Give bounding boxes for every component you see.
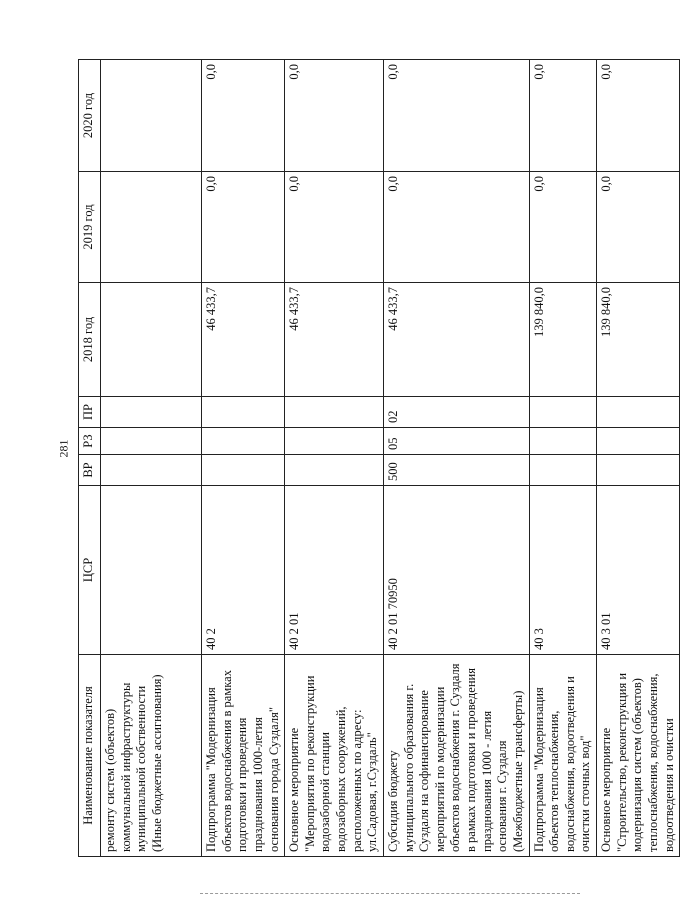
row-vr [529, 455, 597, 486]
row-rz [529, 428, 597, 455]
row-2018: 139 840,0 [529, 283, 597, 397]
row-2019: 0,0 [529, 172, 597, 283]
row-pr [529, 397, 597, 428]
row-2018: 46 433,7 [285, 283, 384, 397]
row-name: Подпрограмма "Модернизация объектов водоснабжения в рамках подготовки и проведения празднования 1000-летия основания города Суздаля" [202, 655, 285, 857]
header-pr: ПР [79, 397, 101, 428]
page-number: 281 [56, 439, 71, 458]
row-vr [285, 455, 384, 486]
header-2019: 2019 год [79, 172, 101, 283]
table-row [383, 60, 529, 857]
header-rz: РЗ [79, 428, 101, 455]
header-vr: ВР [79, 455, 101, 486]
row-2018: 46 433,7 [202, 283, 285, 397]
row-pr [101, 397, 202, 428]
row-2020: 0,0 [597, 60, 680, 172]
row-name: Основное мероприятие "Строительство, реконструкция и модернизация систем (объектов) теплоснабжения, водоснабжения, водоотведения и очистки [597, 655, 680, 857]
row-rz: 05 [383, 428, 529, 455]
row-2018 [101, 283, 202, 397]
row-vr [202, 455, 285, 486]
row-rz [285, 428, 384, 455]
row-2019: 0,0 [383, 172, 529, 283]
row-2019: 0,0 [285, 172, 384, 283]
row-pr [597, 397, 680, 428]
row-vr: 500 [383, 455, 529, 486]
header-csr: ЦСР [79, 486, 101, 655]
row-2019 [101, 172, 202, 283]
row-name: Субсидия бюджету муниципального образования г. Суздаля на софинансирование мероприятий по модернизации объектов водоснабжения г. Суздаля в рамках подготовки и проведения празднования 1000 - летия основания г. Суздаля (Межбюджетные трансферты) [383, 655, 529, 857]
row-pr: 02 [383, 397, 529, 428]
table-row [202, 60, 285, 857]
row-name: ремонту систем (объектов) коммунальной инфраструктуры муниципальной собственности (Иные бюджетные ассигнования) [101, 655, 202, 857]
table-header-row [79, 60, 101, 857]
table-row [101, 60, 202, 857]
row-2020: 0,0 [383, 60, 529, 172]
row-name: Основное мероприятие "Мероприятия по реконструкции водозаборной станции водозаборных сооружений, расположенных по адресу: ул.Садовая, г.Суздаль" [285, 655, 384, 857]
row-csr: 40 3 [529, 486, 597, 655]
row-2019: 0,0 [597, 172, 680, 283]
budget-table [78, 59, 680, 857]
header-2018: 2018 год [79, 283, 101, 397]
row-pr [285, 397, 384, 428]
row-csr: 40 2 01 70950 [383, 486, 529, 655]
row-rz [597, 428, 680, 455]
row-csr: 40 3 01 [597, 486, 680, 655]
row-vr [101, 455, 202, 486]
row-csr [101, 486, 202, 655]
row-2019: 0,0 [202, 172, 285, 283]
row-2018: 46 433,7 [383, 283, 529, 397]
scan-edge-line [200, 893, 580, 895]
row-name: Подпрограмма "Модернизация объектов теплоснабжения, водоснабжения, водоотведения и очистки сточных вод" [529, 655, 597, 857]
row-2020: 0,0 [202, 60, 285, 172]
row-pr [202, 397, 285, 428]
header-2020: 2020 год [79, 60, 101, 172]
rotated-table-container [78, 60, 676, 857]
row-2020: 0,0 [285, 60, 384, 172]
table-row [285, 60, 384, 857]
row-2020: 0,0 [529, 60, 597, 172]
row-rz [101, 428, 202, 455]
row-vr [597, 455, 680, 486]
row-csr: 40 2 [202, 486, 285, 655]
row-csr: 40 2 01 [285, 486, 384, 655]
row-rz [202, 428, 285, 455]
table-row [597, 60, 680, 857]
row-2020 [101, 60, 202, 172]
header-name: Наименование показателя [79, 655, 101, 857]
row-2018: 139 840,0 [597, 283, 680, 397]
table-row [529, 60, 597, 857]
